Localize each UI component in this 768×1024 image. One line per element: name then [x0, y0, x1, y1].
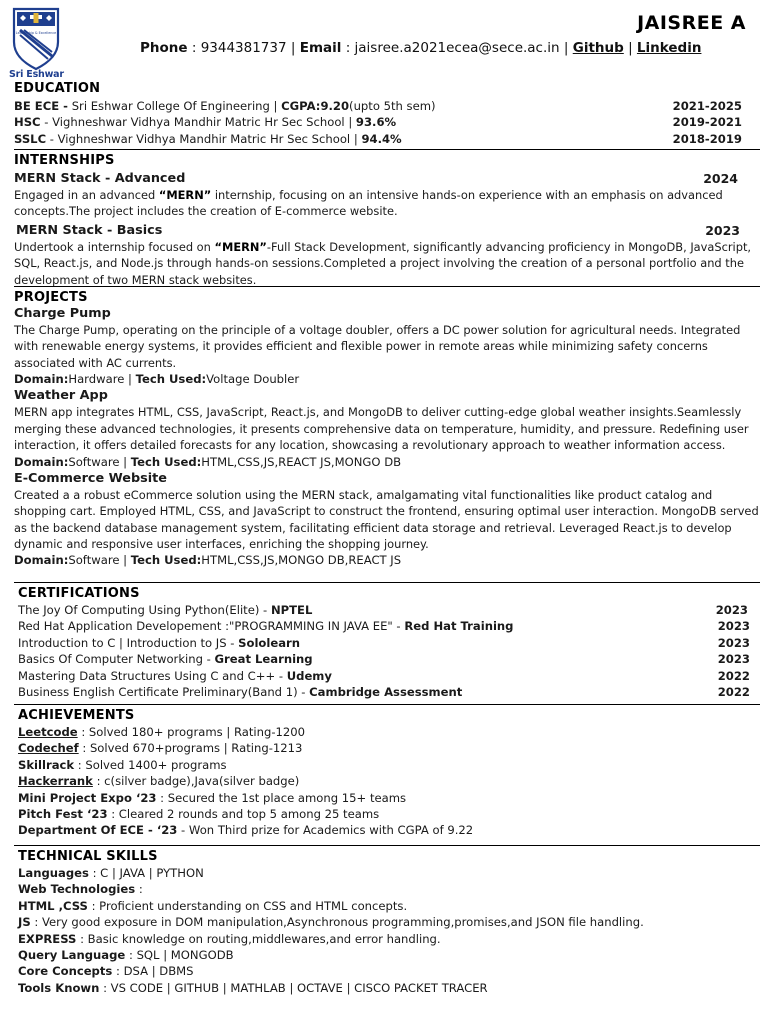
logo-caption: Sri Eshwar	[9, 69, 64, 80]
skill-row	[18, 963, 764, 979]
certifications-section	[18, 586, 756, 700]
email-label: Email	[299, 40, 342, 56]
score: 94.4%	[361, 131, 402, 146]
school-name: Sri Eshwar College Of Engineering |	[71, 99, 278, 113]
internship-item	[14, 223, 760, 288]
skill-detail: : SQL | MONGODB	[125, 948, 234, 963]
achievement-row	[18, 757, 764, 773]
skill-row	[18, 980, 764, 996]
certification-row	[18, 684, 756, 700]
achievement-row	[18, 724, 764, 740]
education-row	[14, 114, 760, 130]
email-address[interactable]: jaisree.a2021ecea@sece.ac.in	[354, 40, 560, 56]
achievement-detail: : Solved 1400+ programs	[74, 757, 227, 772]
certification-row	[18, 651, 756, 667]
internship-description	[14, 187, 760, 220]
certification-row	[18, 602, 756, 618]
skill-category: JS	[18, 915, 31, 930]
shield-logo-icon	[6, 6, 66, 72]
certification-year: 2023	[717, 635, 750, 650]
achievement-platform[interactable]: Codechef	[18, 741, 79, 756]
skill-category: Query Language	[18, 948, 126, 963]
project-title: E-Commerce Website	[14, 470, 167, 486]
skill-detail: : C | JAVA | PYTHON	[88, 866, 204, 880]
internship-year: 2024	[703, 171, 738, 186]
degree: BE ECE -	[14, 99, 68, 113]
score-note: (upto 5th sem)	[349, 99, 436, 113]
achievement-detail: : Secured the 1st place among 15+ teams	[156, 790, 407, 805]
skill-detail: : Very good exposure in DOM manipulation,Asynchronous programming,promises,and JSON file handling.	[30, 915, 644, 930]
certification-issuer: Red Hat Training	[404, 619, 514, 634]
domain-label: Domain:	[14, 372, 69, 387]
skill-detail: : Proficient understanding on CSS and HTML concepts.	[87, 898, 408, 913]
certification-name: The Joy Of Computing Using Python(Elite) -	[18, 603, 271, 617]
skill-row	[18, 881, 764, 897]
certification-row	[18, 668, 756, 684]
skill-row	[18, 947, 764, 963]
internship-name: MERN Stack - Advanced	[14, 171, 186, 186]
project-item	[14, 306, 760, 387]
education-years: 2021-2025	[672, 99, 742, 113]
section-title: EDUCATION	[14, 81, 101, 96]
section-title: PROJECTS	[14, 290, 88, 305]
degree: SSLC	[14, 131, 47, 146]
project-meta	[14, 552, 760, 568]
certification-name: Business English Certificate Preliminary(Band 1) -	[18, 685, 310, 700]
project-tech: Voltage Doubler	[206, 372, 300, 387]
certification-issuer: NPTEL	[270, 603, 313, 617]
achievement-platform: Pitch Fest ‘23	[18, 807, 108, 822]
certification-row	[18, 618, 756, 634]
achievement-platform[interactable]: Leetcode	[18, 725, 78, 739]
internship-item	[14, 171, 760, 220]
skill-category: HTML ,CSS	[18, 898, 88, 913]
project-description: The Charge Pump, operating on the principle of a voltage doubler, offers a DC power solution for agricultural needs. Integrated with renewable energy systems, it provides efficient and flexible power in remote areas while minimizing safety concerns associated with AC currents.	[14, 323, 741, 370]
skill-detail: : VS CODE | GITHUB | MATHLAB | OCTAVE | CISCO PACKET TRACER	[99, 980, 488, 995]
skill-detail: : DSA | DBMS	[112, 964, 194, 979]
linkedin-link[interactable]: Linkedin	[636, 40, 702, 56]
certification-issuer: Udemy	[286, 668, 332, 683]
certification-year: 2023	[715, 603, 748, 617]
score: 93.6%	[355, 115, 397, 130]
certification-issuer: Great Learning	[214, 652, 313, 667]
divider	[14, 845, 760, 846]
phone-label: Phone	[140, 40, 188, 56]
achievement-platform: Mini Project Expo ‘23	[18, 790, 157, 805]
tech-label: Tech Used:	[135, 372, 207, 387]
achievement-row	[18, 806, 764, 822]
internship-title	[16, 223, 760, 239]
skill-category: Core Concepts	[18, 964, 113, 979]
skill-category: Languages	[18, 866, 89, 880]
phone-number: 9344381737	[200, 40, 287, 56]
skill-detail: :	[135, 882, 143, 897]
achievement-platform[interactable]: Hackerrank	[18, 774, 93, 789]
skill-row	[18, 914, 764, 930]
achievement-row	[18, 822, 764, 838]
desc-highlight: “MERN”	[158, 188, 212, 202]
contact-line: Phone : 9344381737 | Email : jaisree.a2021ecea@sece.ac.in | Github | Linkedin	[140, 40, 702, 56]
project-title: Charge Pump	[14, 306, 111, 321]
project-meta	[14, 454, 760, 470]
section-title: ACHIEVEMENTS	[18, 708, 135, 723]
achievement-detail: : Solved 670+programs | Rating-1213	[78, 741, 303, 756]
certification-name: Introduction to C | Introduction to JS -	[18, 635, 239, 650]
achievement-detail: : c(silver badge),Java(silver badge)	[92, 774, 300, 789]
skills-section	[18, 849, 764, 996]
github-link[interactable]: Github	[572, 40, 624, 56]
achievement-row	[18, 790, 764, 806]
skill-detail: : Basic knowledge on routing,middlewares,and error handling.	[76, 931, 441, 946]
score: CGPA:9.20	[281, 99, 350, 113]
project-description: MERN app integrates HTML, CSS, JavaScript, React.js, and MongoDB to deliver cutting-edge global weather insights.Seamlessly merging these advanced technologies, it presents comprehensive data on temperature, humidity, and pressure. Redefining user interaction, it offers detailed forecasts for any location, showcasing a revolutionary approach to weather information access.	[14, 405, 749, 453]
certification-issuer: Sololearn	[238, 635, 301, 650]
certification-year: 2022	[717, 668, 750, 683]
school-name: - Vighneshwar Vidhya Mandhir Matric Hr Sec School |	[49, 131, 358, 146]
certification-issuer: Cambridge Assessment	[309, 685, 463, 700]
skill-row	[18, 865, 764, 881]
certification-year: 2022	[717, 685, 750, 700]
achievement-row	[18, 740, 764, 756]
certification-name: Basics Of Computer Networking -	[18, 652, 215, 667]
skill-category: Web Technologies	[18, 882, 136, 897]
certification-name: Mastering Data Structures Using C and C++ -	[18, 668, 287, 683]
tech-label: Tech Used:	[130, 454, 202, 469]
desc-text: Engaged in an advanced	[14, 188, 159, 202]
tech-label: Tech Used:	[130, 553, 202, 568]
divider	[14, 286, 760, 287]
certification-year: 2023	[717, 652, 750, 667]
divider	[14, 704, 760, 705]
achievements-section	[18, 708, 764, 839]
project-meta	[14, 371, 760, 387]
internship-title	[14, 171, 760, 187]
certification-year: 2023	[717, 619, 750, 634]
achievement-detail: : Solved 180+ programs | Rating-1200	[77, 725, 306, 739]
certification-name: Red Hat Application Developement :"PROGRAMMING IN JAVA EE" -	[18, 619, 405, 634]
education-years: 2019-2021	[672, 115, 742, 130]
internship-description	[14, 239, 760, 288]
internships-section	[14, 153, 760, 288]
education-row	[14, 98, 760, 114]
candidate-name: JAISREE A	[637, 12, 746, 34]
project-item	[14, 388, 760, 469]
school-name: - Vighneshwar Vidhya Mandhir Matric Hr Sec School |	[44, 115, 353, 130]
project-domain: Software |	[68, 454, 128, 469]
achievement-detail: - Won Third prize for Academics with CGPA of 9.22	[177, 823, 474, 838]
achievement-detail: : Cleared 2 rounds and top 5 among 25 teams	[107, 807, 380, 822]
desc-highlight: “MERN”	[214, 239, 267, 254]
skill-row	[18, 931, 764, 947]
desc-text: Undertook a internship focused on	[14, 239, 215, 254]
project-domain: Hardware |	[68, 372, 132, 387]
skill-category: Tools Known	[18, 980, 100, 995]
section-title: CERTIFICATIONS	[18, 586, 140, 601]
skill-row	[18, 898, 764, 914]
projects-section	[14, 290, 760, 569]
project-tech: HTML,CSS,JS,MONGO DB,REACT JS	[201, 553, 402, 568]
internship-name: MERN Stack - Basics	[16, 222, 163, 238]
achievement-platform: Skillrack	[18, 757, 75, 772]
achievement-row	[18, 773, 764, 789]
project-domain: Software |	[68, 553, 128, 568]
education-years: 2018-2019	[672, 131, 742, 146]
domain-label: Domain:	[14, 454, 69, 469]
svg-text:Leadership & Excellence: Leadership & Excellence	[15, 31, 57, 35]
internship-year: 2023	[705, 222, 740, 238]
achievement-platform: Department Of ECE - ‘23	[18, 823, 178, 838]
desc-text: -Full Stack Development, significantly advancing proficiency in MongoDB, JavaScript, SQL, React.js, and Node.js through hands-on sessions.Completed a project involving the creation of a personal portfolio and the development of two MERN stack websites.	[14, 239, 752, 287]
skill-category: EXPRESS	[18, 931, 77, 946]
section-title: INTERNSHIPS	[14, 153, 115, 168]
degree: HSC	[14, 115, 41, 130]
education-section	[14, 81, 760, 147]
project-description: Created a a robust eCommerce solution using the MERN stack, amalgamating vital functionalities like product catalog and shopping cart. Employed HTML, CSS, and JavaScript to construct the frontend, ensuring optimal user interaction. MongoDB served as the backend database management system, facilitating efficient data storage and retrieval. Leveraged React.js to develop dynamic and responsive user interfaces, enriching the shopping journey.	[14, 487, 759, 552]
divider	[14, 582, 760, 583]
certification-row	[18, 635, 756, 651]
project-title: Weather App	[14, 388, 108, 404]
desc-text: internship, focusing on an intensive hands-on experience with an emphasis on advanced concepts.The project includes the creation of E-commerce website.	[14, 188, 723, 219]
project-tech: HTML,CSS,JS,REACT JS,MONGO DB	[201, 454, 402, 469]
domain-label: Domain:	[14, 553, 69, 568]
section-title: TECHNICAL SKILLS	[18, 849, 158, 864]
education-row	[14, 131, 760, 147]
project-item	[14, 471, 760, 569]
divider	[14, 149, 760, 150]
